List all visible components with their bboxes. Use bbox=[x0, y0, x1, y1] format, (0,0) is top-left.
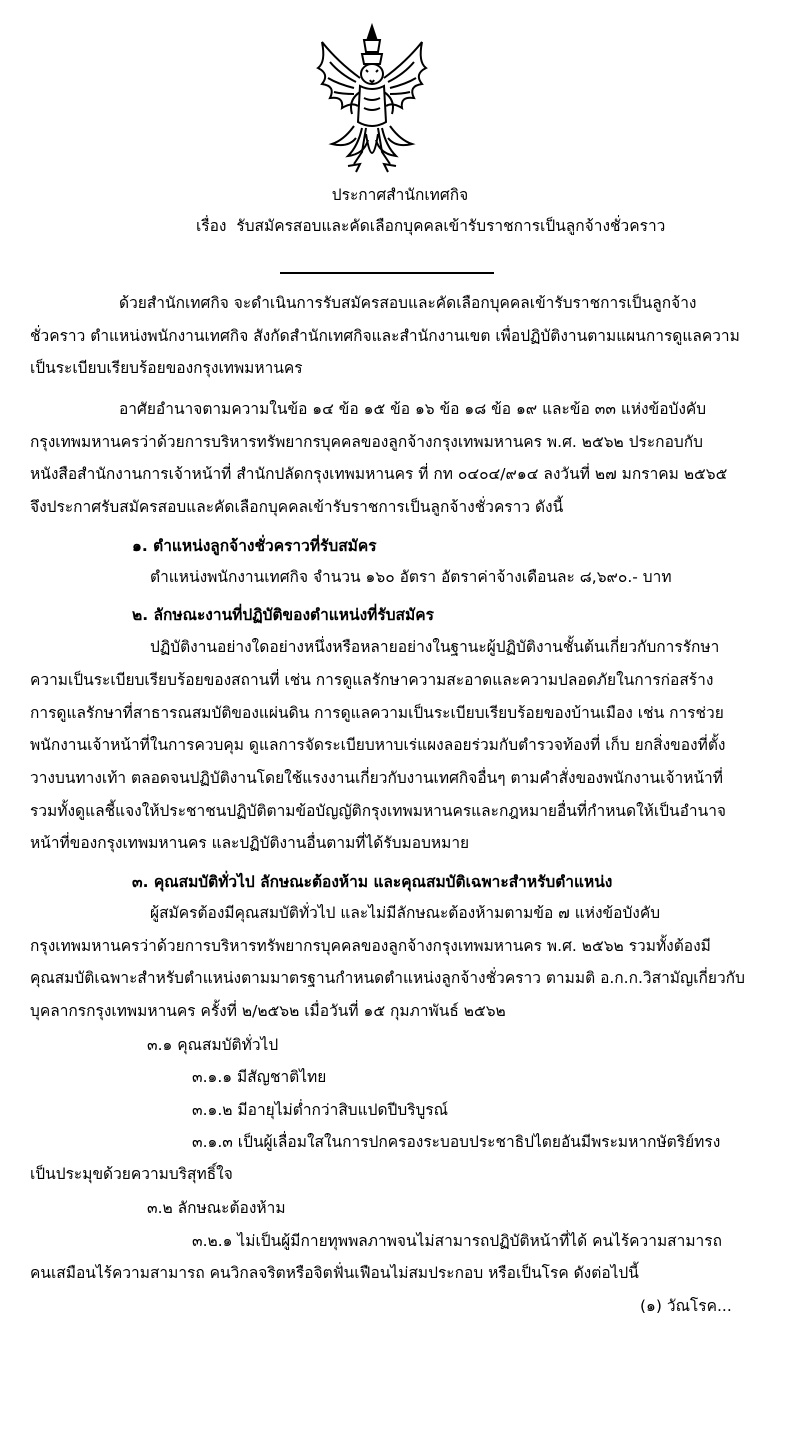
intro-line: ด้วยสำนักเทศกิจ จะดำเนินการรับสมัครสอบและคัดเลือกบุคคลเข้ารับราชการเป็นลูกจ้าง bbox=[119, 294, 697, 312]
announcement-subject-line bbox=[196, 215, 665, 237]
continued-marker: (๑) วัณโรค... bbox=[640, 1297, 732, 1315]
authority-line: อาศัยอำนาจตามความในข้อ ๑๔ ข้อ ๑๕ ข้อ ๑๖ ข้อ ๑๘ ข้อ ๑๙ และข้อ ๓๓ แห่งข้อบังคับ bbox=[119, 400, 707, 418]
section-line: กรุงเทพมหานครว่าด้วยการบริหารทรัพยากรบุคคลของลูกจ้างกรุงเทพมหานคร พ.ศ. ๒๕๖๒ รวมทั้งต้องมี bbox=[30, 937, 711, 955]
section-line: พนักงานเจ้าหน้าที่ในการควบคุม ดูแลการจัดระเบียบหาบเร่แผงลอยร่วมกับตำรวจท้องที่ เก็บ ยกสิ่งของที่ตั้ง bbox=[30, 736, 726, 754]
title-divider bbox=[280, 272, 494, 274]
intro-line: เป็นระเบียบเรียบร้อยของกรุงเทพมหานคร bbox=[30, 359, 303, 377]
subsection-continuation: เป็นประมุขด้วยความบริสุทธิ์ใจ bbox=[30, 1165, 233, 1183]
section-line: วางบนทางเท้า ตลอดจนปฏิบัติงานโดยใช้แรงงานเกี่ยวกับงานเทศกิจอื่นๆ ตามคำสั่งของพนักงานเจ้าหน้าที่ bbox=[30, 769, 723, 787]
authority-line: จึงประกาศรับสมัครสอบและคัดเลือกบุคคลเข้ารับราชการเป็นลูกจ้างชั่วคราว ดังนี้ bbox=[30, 498, 564, 516]
garuda-emblem bbox=[308, 22, 436, 178]
section-line: คุณสมบัติเฉพาะสำหรับตำแหน่งตามมาตรฐานกำหนดตำแหน่งลูกจ้างชั่วคราว ตามมติ อ.ก.ก.วิสามัญเกี่ยวกับ bbox=[30, 969, 745, 987]
subject-label: เรื่อง bbox=[196, 217, 227, 235]
section-line: บุคลากรกรุงเทพมหานคร ครั้งที่ ๒/๒๕๖๒ เมื่อวันที่ ๑๕ กุมภาพันธ์ ๒๕๖๒ bbox=[30, 1002, 506, 1020]
section-line: ความเป็นระเบียบเรียบร้อยของสถานที่ เช่น การดูแลรักษาความสะอาดและความปลอดภัยในการก่อสร้าง bbox=[30, 671, 714, 689]
section-line: ปฏิบัติงานอย่างใดอย่างหนึ่งหรือหลายอย่างในฐานะผู้ปฏิบัติงานชั้นต้นเกี่ยวกับการรักษา bbox=[150, 638, 720, 656]
section-line: ตำแหน่งพนักงานเทศกิจ จำนวน ๑๖๐ อัตรา อัตราค่าจ้างเดือนละ ๘,๖๙๐.- บาท bbox=[150, 568, 672, 586]
subsection-item: ๓.๑.๑ มีสัญชาติไทย bbox=[192, 1068, 327, 1086]
section-heading: ๓. คุณสมบัติทั่วไป ลักษณะต้องห้าม และคุณสมบัติเฉพาะสำหรับตำแหน่ง bbox=[132, 873, 613, 891]
section-line: ผู้สมัครต้องมีคุณสมบัติทั่วไป และไม่มีลักษณะต้องห้ามตามข้อ ๗ แห่งข้อบังคับ bbox=[150, 904, 661, 922]
authority-line: หนังสือสำนักงานการเจ้าหน้าที่ สำนักปลัดกรุงเทพมหานคร ที่ กท ๐๔๐๔/๙๑๔ ลงวันที่ ๒๗ มกราคม ๒๕๖๕ bbox=[30, 465, 728, 483]
section-line: การดูแลรักษาที่สาธารณสมบัติของแผ่นดิน การดูแลความเป็นระเบียบเรียบร้อยของบ้านเมือง เช่น การช่วย bbox=[30, 704, 724, 722]
authority-line: กรุงเทพมหานครว่าด้วยการบริหารทรัพยากรบุคคลของลูกจ้างกรุงเทพมหานคร พ.ศ. ๒๕๖๒ ประกอบกับ bbox=[30, 433, 703, 451]
section-line: หน้าที่ของกรุงเทพมหานคร และปฏิบัติงานอื่นตามที่ได้รับมอบหมาย bbox=[30, 834, 470, 852]
subsection-item: ๓.๒.๑ ไม่เป็นผู้มีกายทุพพลภาพจนไม่สามารถปฏิบัติหน้าที่ได้ คนไร้ความสามารถ bbox=[192, 1232, 722, 1250]
subject-text: รับสมัครสอบและคัดเลือกบุคคลเข้ารับราชการเป็นลูกจ้างชั่วคราว bbox=[236, 217, 666, 235]
subsection-item: ๓.๑.๒ มีอายุไม่ต่ำกว่าสิบแปดปีบริบูรณ์ bbox=[192, 1101, 449, 1119]
section-line: รวมทั้งดูแลชี้แจงให้ประชาชนปฏิบัติตามข้อบัญญัติกรุงเทพมหานครและกฎหมายอื่นที่กำหนดให้เป็นอำนาจ bbox=[30, 802, 726, 820]
section-heading: ๑. ตำแหน่งลูกจ้างชั่วคราวที่รับสมัคร bbox=[132, 537, 377, 555]
intro-line: ชั่วคราว ตำแหน่งพนักงานเทศกิจ สังกัดสำนักเทศกิจและสำนักงานเขต เพื่อปฏิบัติงานตามแผนการดูแลความ bbox=[30, 327, 740, 345]
subsection-title: ๓.๒ ลักษณะต้องห้าม bbox=[147, 1199, 286, 1217]
subsection-continuation: คนเสมือนไร้ความสามารถ คนวิกลจริตหรือจิตฟั่นเฟือนไม่สมประกอบ หรือเป็นโรค ดังต่อไปนี้ bbox=[30, 1264, 639, 1282]
subsection-title: ๓.๑ คุณสมบัติทั่วไป bbox=[147, 1036, 279, 1054]
announcement-issuer: ประกาศสำนักเทศกิจ bbox=[331, 186, 469, 204]
subsection-item: ๓.๑.๓ เป็นผู้เลื่อมใสในการปกครองระบอบประชาธิปไตยอันมีพระมหากษัตริย์ทรง bbox=[192, 1133, 721, 1151]
section-heading: ๒. ลักษณะงานที่ปฏิบัติของตำแหน่งที่รับสมัคร bbox=[132, 606, 434, 624]
